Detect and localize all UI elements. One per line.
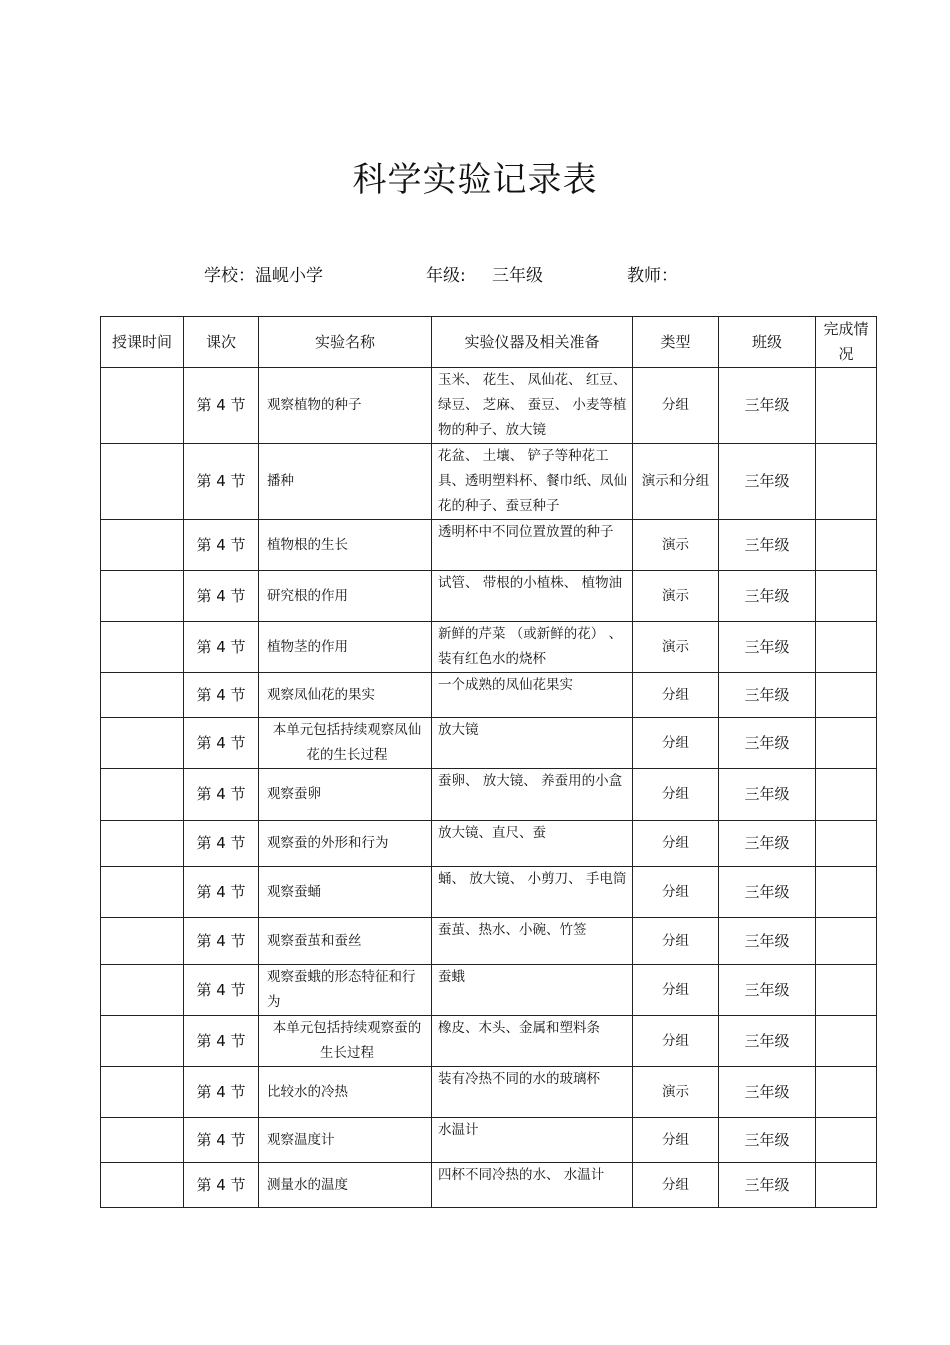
cell-done bbox=[816, 1118, 877, 1163]
table-row bbox=[101, 444, 877, 520]
cell-type: 演示和分组 bbox=[633, 444, 719, 520]
cell-type: 分组 bbox=[633, 368, 719, 444]
cell-done bbox=[816, 1067, 877, 1118]
cell-done bbox=[816, 867, 877, 918]
cell-time bbox=[101, 571, 184, 622]
cell-class: 三年级 bbox=[719, 1016, 816, 1067]
cell-name: 观察蚕蛹 bbox=[259, 867, 432, 918]
header-lesson: 课次 bbox=[184, 317, 259, 368]
table-row bbox=[101, 1016, 877, 1067]
cell-class: 三年级 bbox=[719, 718, 816, 769]
table-row bbox=[101, 1118, 877, 1163]
cell-done bbox=[816, 965, 877, 1016]
table-row bbox=[101, 1067, 877, 1118]
cell-name: 本单元包括持续观察蚕的生长过程 bbox=[259, 1016, 432, 1067]
cell-time bbox=[101, 718, 184, 769]
table-row bbox=[101, 622, 877, 673]
cell-lesson: 第 4 节 bbox=[184, 769, 259, 821]
cell-equipment: 蚕卵、 放大镜、 养蚕用的小盒 bbox=[432, 769, 633, 821]
cell-lesson: 第 4 节 bbox=[184, 965, 259, 1016]
cell-time bbox=[101, 769, 184, 821]
cell-class: 三年级 bbox=[719, 1118, 816, 1163]
cell-type: 分组 bbox=[633, 965, 719, 1016]
cell-class: 三年级 bbox=[719, 965, 816, 1016]
table-row bbox=[101, 718, 877, 769]
cell-type: 分组 bbox=[633, 918, 719, 965]
cell-type: 分组 bbox=[633, 769, 719, 821]
cell-time bbox=[101, 1067, 184, 1118]
cell-class: 三年级 bbox=[719, 867, 816, 918]
cell-time bbox=[101, 368, 184, 444]
cell-time bbox=[101, 1016, 184, 1067]
cell-class: 三年级 bbox=[719, 368, 816, 444]
cell-time bbox=[101, 1163, 184, 1208]
table-row bbox=[101, 769, 877, 821]
cell-class: 三年级 bbox=[719, 673, 816, 718]
cell-name: 比较水的冷热 bbox=[259, 1067, 432, 1118]
cell-type: 演示 bbox=[633, 571, 719, 622]
table-row bbox=[101, 368, 877, 444]
cell-equipment: 装有冷热不同的水的玻璃杯 bbox=[432, 1067, 633, 1118]
cell-class: 三年级 bbox=[719, 520, 816, 571]
cell-equipment: 放大镜 bbox=[432, 718, 633, 769]
cell-name: 植物茎的作用 bbox=[259, 622, 432, 673]
page-title: 科学实验记录表 bbox=[352, 160, 598, 200]
cell-done bbox=[816, 918, 877, 965]
cell-lesson: 第 4 节 bbox=[184, 918, 259, 965]
cell-class: 三年级 bbox=[719, 769, 816, 821]
cell-type: 演示 bbox=[633, 1067, 719, 1118]
header-time: 授课时间 bbox=[101, 317, 184, 368]
cell-equipment: 试管、 带根的小植株、 植物油 bbox=[432, 571, 633, 622]
cell-time bbox=[101, 444, 184, 520]
experiment-table bbox=[100, 316, 877, 1208]
cell-equipment: 水温计 bbox=[432, 1118, 633, 1163]
school-label: 学校：温岘小学 bbox=[204, 266, 323, 286]
cell-time bbox=[101, 520, 184, 571]
cell-equipment: 新鲜的芹菜 （或新鲜的花） 、装有红色水的烧杯 bbox=[432, 622, 633, 673]
cell-lesson: 第 4 节 bbox=[184, 444, 259, 520]
cell-lesson: 第 4 节 bbox=[184, 571, 259, 622]
cell-type: 分组 bbox=[633, 673, 719, 718]
cell-equipment: 放大镜、直尺、蚕 bbox=[432, 821, 633, 867]
grade-value: 三年级 bbox=[492, 266, 543, 286]
cell-class: 三年级 bbox=[719, 622, 816, 673]
cell-equipment: 蚕蛾 bbox=[432, 965, 633, 1016]
header-class: 班级 bbox=[719, 317, 816, 368]
cell-type: 分组 bbox=[633, 1016, 719, 1067]
header-done: 完成情况 bbox=[816, 317, 877, 368]
cell-lesson: 第 4 节 bbox=[184, 718, 259, 769]
cell-type: 演示 bbox=[633, 520, 719, 571]
cell-type: 分组 bbox=[633, 1163, 719, 1208]
cell-equipment: 蚕茧、热水、小碗、竹签 bbox=[432, 918, 633, 965]
cell-name: 观察植物的种子 bbox=[259, 368, 432, 444]
cell-equipment: 一个成熟的凤仙花果实 bbox=[432, 673, 633, 718]
cell-class: 三年级 bbox=[719, 1067, 816, 1118]
cell-lesson: 第 4 节 bbox=[184, 622, 259, 673]
table-row bbox=[101, 673, 877, 718]
cell-done bbox=[816, 769, 877, 821]
cell-done bbox=[816, 1016, 877, 1067]
cell-time bbox=[101, 965, 184, 1016]
cell-done bbox=[816, 520, 877, 571]
cell-name: 观察蚕茧和蚕丝 bbox=[259, 918, 432, 965]
cell-done bbox=[816, 571, 877, 622]
header-name: 实验名称 bbox=[259, 317, 432, 368]
header-row bbox=[101, 317, 877, 368]
cell-lesson: 第 4 节 bbox=[184, 368, 259, 444]
cell-lesson: 第 4 节 bbox=[184, 1118, 259, 1163]
cell-equipment: 四杯不同冷热的水、 水温计 bbox=[432, 1163, 633, 1208]
cell-equipment: 橡皮、木头、金属和塑料条 bbox=[432, 1016, 633, 1067]
cell-name: 观察蚕卵 bbox=[259, 769, 432, 821]
cell-time bbox=[101, 821, 184, 867]
cell-name: 研究根的作用 bbox=[259, 571, 432, 622]
teacher-label: 教师： bbox=[627, 266, 678, 286]
table-row bbox=[101, 520, 877, 571]
cell-type: 分组 bbox=[633, 867, 719, 918]
cell-lesson: 第 4 节 bbox=[184, 1163, 259, 1208]
cell-time bbox=[101, 622, 184, 673]
cell-time bbox=[101, 1118, 184, 1163]
cell-name: 观察凤仙花的果实 bbox=[259, 673, 432, 718]
cell-equipment: 蛹、 放大镜、 小剪刀、 手电筒 bbox=[432, 867, 633, 918]
cell-lesson: 第 4 节 bbox=[184, 1016, 259, 1067]
cell-name: 播种 bbox=[259, 444, 432, 520]
cell-lesson: 第 4 节 bbox=[184, 520, 259, 571]
table-row bbox=[101, 867, 877, 918]
cell-class: 三年级 bbox=[719, 444, 816, 520]
table-row bbox=[101, 821, 877, 867]
cell-lesson: 第 4 节 bbox=[184, 867, 259, 918]
cell-type: 分组 bbox=[633, 821, 719, 867]
cell-name: 观察温度计 bbox=[259, 1118, 432, 1163]
cell-done bbox=[816, 821, 877, 867]
cell-equipment: 玉米、 花生、 凤仙花、 红豆、绿豆、 芝麻、 蚕豆、 小麦等植物的种子、放大镜 bbox=[432, 368, 633, 444]
cell-class: 三年级 bbox=[719, 1163, 816, 1208]
cell-name: 测量水的温度 bbox=[259, 1163, 432, 1208]
cell-name: 观察蚕蛾的形态特征和行为 bbox=[259, 965, 432, 1016]
table-row bbox=[101, 1163, 877, 1208]
cell-time bbox=[101, 673, 184, 718]
table-row bbox=[101, 965, 877, 1016]
cell-type: 分组 bbox=[633, 718, 719, 769]
cell-done bbox=[816, 368, 877, 444]
cell-type: 演示 bbox=[633, 622, 719, 673]
cell-time bbox=[101, 918, 184, 965]
cell-done bbox=[816, 622, 877, 673]
table-row bbox=[101, 571, 877, 622]
table-row bbox=[101, 918, 877, 965]
cell-done bbox=[816, 673, 877, 718]
grade-label: 年级: bbox=[426, 266, 466, 286]
cell-class: 三年级 bbox=[719, 918, 816, 965]
cell-equipment: 花盆、 土壤、 铲子等种花工具、透明塑料杯、餐巾纸、凤仙花的种子、蚕豆种子 bbox=[432, 444, 633, 520]
cell-name: 观察蚕的外形和行为 bbox=[259, 821, 432, 867]
header-type: 类型 bbox=[633, 317, 719, 368]
cell-name: 植物根的生长 bbox=[259, 520, 432, 571]
cell-type: 分组 bbox=[633, 1118, 719, 1163]
cell-class: 三年级 bbox=[719, 821, 816, 867]
cell-lesson: 第 4 节 bbox=[184, 1067, 259, 1118]
cell-done bbox=[816, 444, 877, 520]
cell-equipment: 透明杯中不同位置放置的种子 bbox=[432, 520, 633, 571]
header-equipment: 实验仪器及相关准备 bbox=[432, 317, 633, 368]
cell-lesson: 第 4 节 bbox=[184, 821, 259, 867]
cell-done bbox=[816, 718, 877, 769]
cell-done bbox=[816, 1163, 877, 1208]
cell-name: 本单元包括持续观察凤仙花的生长过程 bbox=[259, 718, 432, 769]
cell-lesson: 第 4 节 bbox=[184, 673, 259, 718]
cell-class: 三年级 bbox=[719, 571, 816, 622]
cell-time bbox=[101, 867, 184, 918]
